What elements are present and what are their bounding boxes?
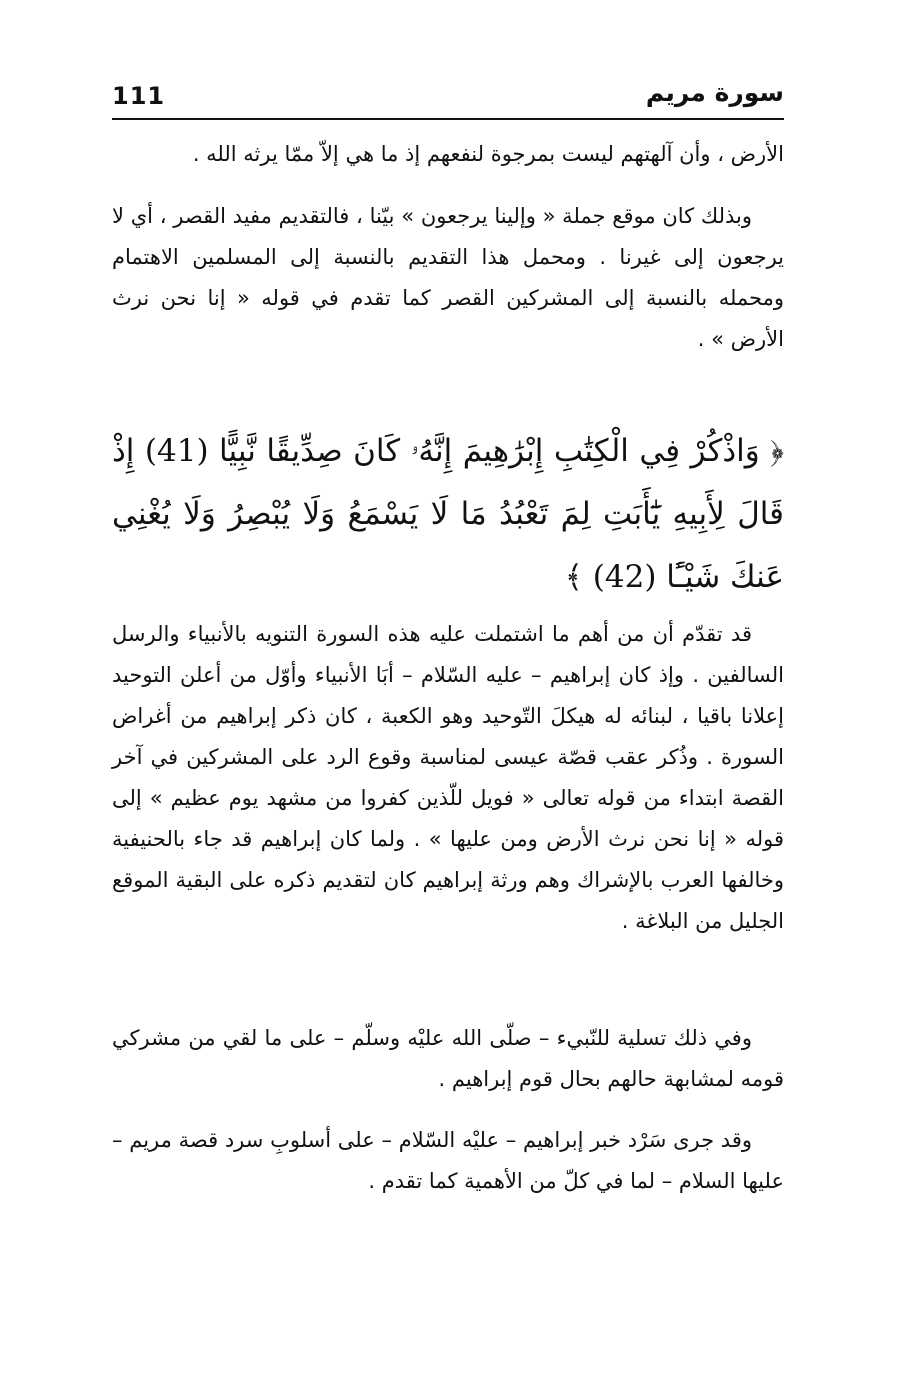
running-title: سورة مريم [645, 78, 784, 107]
quran-verse: ﴿ وَاذْكُرْ فِي الْكِتَٰبِ إِبْرَٰهِيمَ إِنَّهُۥ كَانَ صِدِّيقًا نَّبِيًّا (41) إِذْ قَالَ لِأَبِيهِ يَٰٓأَبَتِ لِمَ تَعْبُدُ مَا لَا يَسْمَعُ وَلَا يُبْصِرُ وَلَا يُغْنِي عَنكَ شَيْـًٔا (42) ﴾ [112, 433, 784, 595]
paragraph-commentary-4: وقد جرى سَرْد خبر إبراهيم – عليْه السّلام – على أسلوبِ سرد قصة مريم – عليها السلام – لما في كلّ من الأهمية كما تقدم . [112, 1128, 784, 1193]
page-number: 111 [112, 82, 166, 110]
page-header [112, 78, 784, 114]
paragraph-commentary-2: قد تقدّم أن من أهم ما اشتملت عليه هذه السورة التنويه بالأنبياء والرسل السالفين . وإذ كان إبراهيم – عليه السّلام – أبَا الأنبياء وأوّل من أعلن التوحيد إعلانا باقيا ، لبنائه له هيكلَ التّوحيد وهو الكعبة ، كان ذكر إبراهيم من أغراض السورة . وذُكر عقب قصّة عيسى لمناسبة وقوع الرد على المشركين في آخر القصة ابتداء من قوله تعالى « فويل للّذين كفروا من مشهد يوم عظيم » إلى قوله « إنا نحن نرث الأرض ومن عليها » . ولما كان إبراهيم قد جاء بالحنيفية وخالفها العرب بالإشراك وهم ورثة إبراهيم كان لتقديم ذكره على البقية الموقع الجليل من البلاغة . [112, 622, 784, 933]
paragraph-commentary-1: وبذلك كان موقع جملة « وإلينا يرجعون » بيّنا ، فالتقديم مفيد القصر ، أي لا يرجعون إلى غيرنا . ومحمل هذا التقديم بالنسبة إلى المسلمين الاهتمام ومحمله بالنسبة إلى المشركين القصر كما تقدم في قوله « إنا نحن نرث الأرض » . [112, 204, 784, 351]
paragraph-commentary-3: وفي ذلك تسلية للنّبيء – صلّى الله عليْه وسلّم – على ما لقي من مشركي قومه لمشابهة حالهم بحال قوم إبراهيم . [112, 1026, 784, 1091]
header-rule [112, 118, 784, 120]
paragraph-continuation: الأرض ، وأن آلهتهم ليست بمرجوة لنفعهم إذ ما هي إلاّ ممّا يرثه الله . [192, 142, 784, 166]
